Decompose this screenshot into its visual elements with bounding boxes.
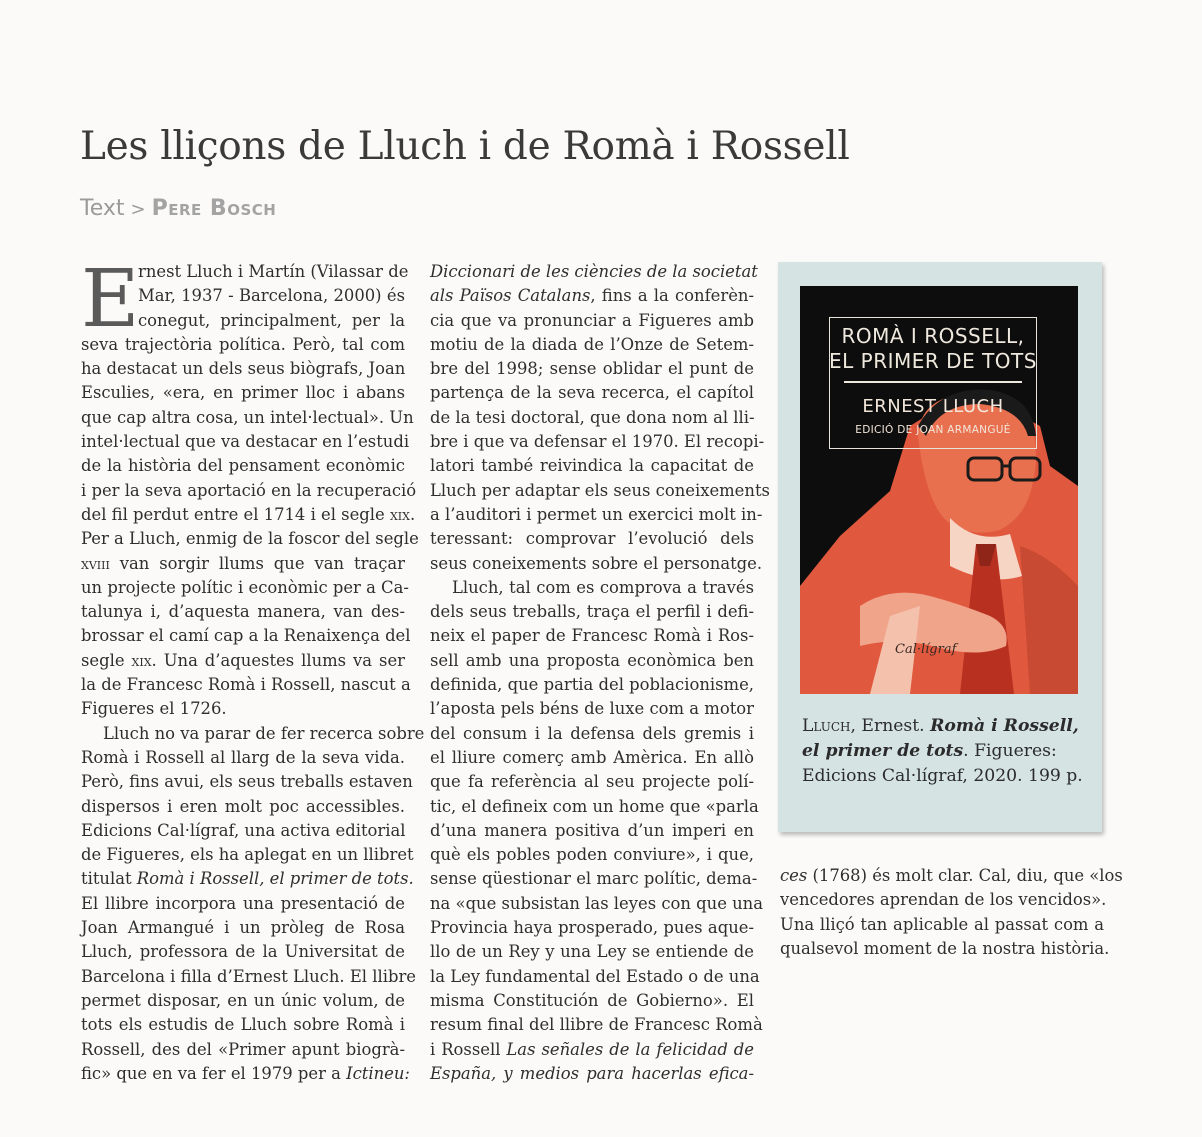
text-line: un projecte polític i econòmic per a Ca- — [81, 577, 409, 597]
text-line: què els pobles poden conviure», i que, — [430, 845, 754, 865]
text-line: Figueres el 1726. — [81, 699, 227, 719]
text-line: tic, el defineix com un home que «parla — [430, 796, 759, 816]
text-line: Provincia haya prosperado, pues aque- — [430, 918, 754, 938]
text-line: Barcelona i filla d’Ernest Lluch. El llibre — [81, 966, 417, 986]
text-line: dispersos i eren molt poc accessibles. — [81, 796, 405, 816]
text-line: als Països Catalans, fins a la conferèn- — [430, 286, 754, 306]
book-title-inline: Romà i Rossell, el primer de tots. — [136, 869, 414, 889]
caption-book-title: Romà i Rossell, el primer de tots — [802, 716, 1079, 761]
text-line: Una lliçó tan aplicable al passat com a — [780, 914, 1104, 934]
text-line: latori també reivindica la capacitat de — [430, 456, 754, 476]
cover-title: ROMÀ I ROSSELL, EL PRIMER DE TOTS — [829, 324, 1037, 373]
text-line: neix el paper de Francesc Romà i Ros- — [430, 626, 754, 646]
text-line: fic» que en va fer el 1979 per a Ictineu: — [81, 1063, 410, 1083]
caption-author: Lluch — [802, 716, 851, 736]
text-line: que fa referència al seu projecte polí- — [430, 772, 754, 792]
text-line: el lliure comerç amb Amèrica. En allò — [430, 747, 754, 767]
article-column-2 — [430, 260, 770, 1086]
text-line: teressant: comprovar l’evolució dels — [430, 529, 754, 549]
cover-editor: EDICIÓ DE JOAN ARMANGUÉ — [855, 424, 1011, 436]
text-line: permet disposar, en un únic volum, de — [81, 990, 405, 1010]
byline-label: Text — [80, 196, 125, 221]
text-line: i per la seva aportació en la recuperació — [81, 480, 417, 500]
text-line: España, y medios para hacerlas efica- — [430, 1063, 754, 1083]
text-line: de la història del pensament econòmic — [81, 456, 405, 476]
text-line: xviii van sorgir llums que van traçar — [81, 553, 405, 573]
text-line: d’una manera positiva d’un imperi en — [430, 820, 754, 840]
drop-cap: E — [81, 252, 140, 345]
cover-divider — [844, 381, 1022, 383]
byline-author: Pere Bosch — [151, 196, 277, 221]
text-line: i Rossell Las señales de la felicidad de — [430, 1039, 754, 1059]
journal-inline: Ictineu: — [346, 1063, 410, 1083]
text-line: resum final del llibre de Francesc Romà — [430, 1015, 763, 1035]
text-line: partença de la seva recerca, el capítol — [430, 383, 754, 403]
book-cover — [800, 286, 1078, 694]
text-line: que cap altra cosa, un intel·lectual». Un — [81, 407, 414, 427]
book-sidebar — [778, 262, 1102, 832]
text-line: definida, que partia del poblacionisme, — [430, 675, 754, 695]
text-line: conegut, principalment, per la — [138, 310, 405, 330]
text-line: motiu de la diada de l’Onze de Setem- — [430, 334, 754, 354]
text-line: brossar el camí cap a la Renaixença del — [81, 626, 411, 646]
text-line: Per a Lluch, enmig de la foscor del segle — [81, 529, 419, 549]
text-line: bre del 1998; sense oblidar el punt de — [430, 359, 754, 379]
text-line: a l’auditori i permet un exercici molt in- — [430, 504, 763, 524]
text-line: El llibre incorpora una presentació de — [81, 893, 405, 913]
text-line: Esculies, «era, en primer lloc i abans — [81, 383, 405, 403]
text-line: Lluch, professora de la Universitat de — [81, 942, 405, 962]
text-line: Diccionari de les ciències de la societat — [430, 262, 758, 281]
text-line: seus coneixements sobre el personatge. — [430, 553, 763, 573]
text-line: qualsevol moment de la nostra història. — [780, 938, 1110, 958]
cover-author: ERNEST LLUCH — [862, 396, 1004, 417]
text-line: Però, fins avui, els seus treballs estaven — [81, 772, 413, 792]
book-caption: Lluch, Ernest. Romà i Rossell, el primer de tots. Figueres: Edicions Cal·lígraf, 2020. 199 p. — [802, 716, 1083, 786]
text-line: ha destacat un dels seus biògrafs, Joan — [81, 359, 406, 379]
text-line: de Figueres, els ha aplegat en un llibret — [81, 845, 414, 865]
text-line: Mar, 1937 - Barcelona, 2000) és — [138, 286, 405, 306]
text-line: Edicions Cal·lígraf, una activa editorial — [81, 820, 406, 840]
text-line: talunya i, d’aquesta manera, van des- — [81, 602, 405, 622]
text-line: la Ley fundamental del Estado o de una — [430, 966, 760, 986]
text-line: la de Francesc Romà i Rossell, nascut a — [81, 675, 411, 695]
text-line: del fil perdut entre el 1714 i el segle xix. — [81, 504, 416, 524]
article-column-3 — [780, 864, 1123, 961]
text-line: sense qüestionar el marc polític, dema- — [430, 869, 758, 889]
text-line: de la tesi doctoral, que dona nom al lli- — [430, 407, 755, 427]
text-line: Lluch, tal com es comprova a través — [452, 577, 754, 597]
text-line: ces (1768) és molt clar. Cal, diu, que «los — [780, 866, 1123, 885]
text-line: Lluch per adaptar els seus coneixements — [430, 480, 770, 500]
text-line: llo de un Rey y una Ley se entiende de — [430, 942, 754, 962]
byline-separator: > — [130, 199, 146, 220]
text-line: intel·lectual que va destacar en l’estudi — [81, 432, 410, 452]
text-line: Joan Armangué i un pròleg de Rosa — [81, 918, 405, 938]
text-line: Lluch no va parar de fer recerca sobre — [103, 723, 425, 743]
text-line: Romà i Rossell al llarg de la seva vida. — [81, 747, 405, 767]
publisher-logo: Cal·lígraf — [895, 642, 957, 657]
text-line: misma Constitución de Gobierno». El — [430, 990, 754, 1010]
text-line: vencedores aprendan de los vencidos». — [780, 890, 1107, 910]
text-line: tots els estudis de Lluch sobre Romà i — [81, 1015, 405, 1035]
text-line: segle xix. Una d’aquestes llums va ser — [81, 650, 405, 670]
text-line: dels seus treballs, traça el perfil i defi- — [430, 602, 754, 622]
text-line: del consum i la defensa dels gremis i — [430, 723, 754, 743]
text-line: na «que subsistan las leyes con que una — [430, 893, 763, 913]
text-line: l’aposta pels béns de luxe com a motor — [430, 699, 754, 719]
byline — [80, 196, 276, 221]
text-line: titulat Romà i Rossell, el primer de tots. — [81, 869, 414, 889]
text-line: seva trajectòria política. Però, tal com — [81, 334, 405, 354]
text-line: sell amb una proposta econòmica ben — [430, 650, 754, 670]
text-line: cia que va pronunciar a Figueres amb — [430, 310, 754, 330]
text-line: Rossell, des del «Primer apunt biogrà- — [81, 1039, 405, 1059]
text-line: rnest Lluch i Martín (Vilassar de — [138, 262, 409, 281]
article-title: Les lliçons de Lluch i de Romà i Rossell — [80, 124, 850, 169]
text-line: bre i que va defensar el 1970. El recopi- — [430, 432, 765, 452]
caption-publication: Figueres: Edicions Cal·lígraf, 2020. 199 p. — [802, 741, 1083, 786]
article-column-1 — [81, 252, 425, 1086]
